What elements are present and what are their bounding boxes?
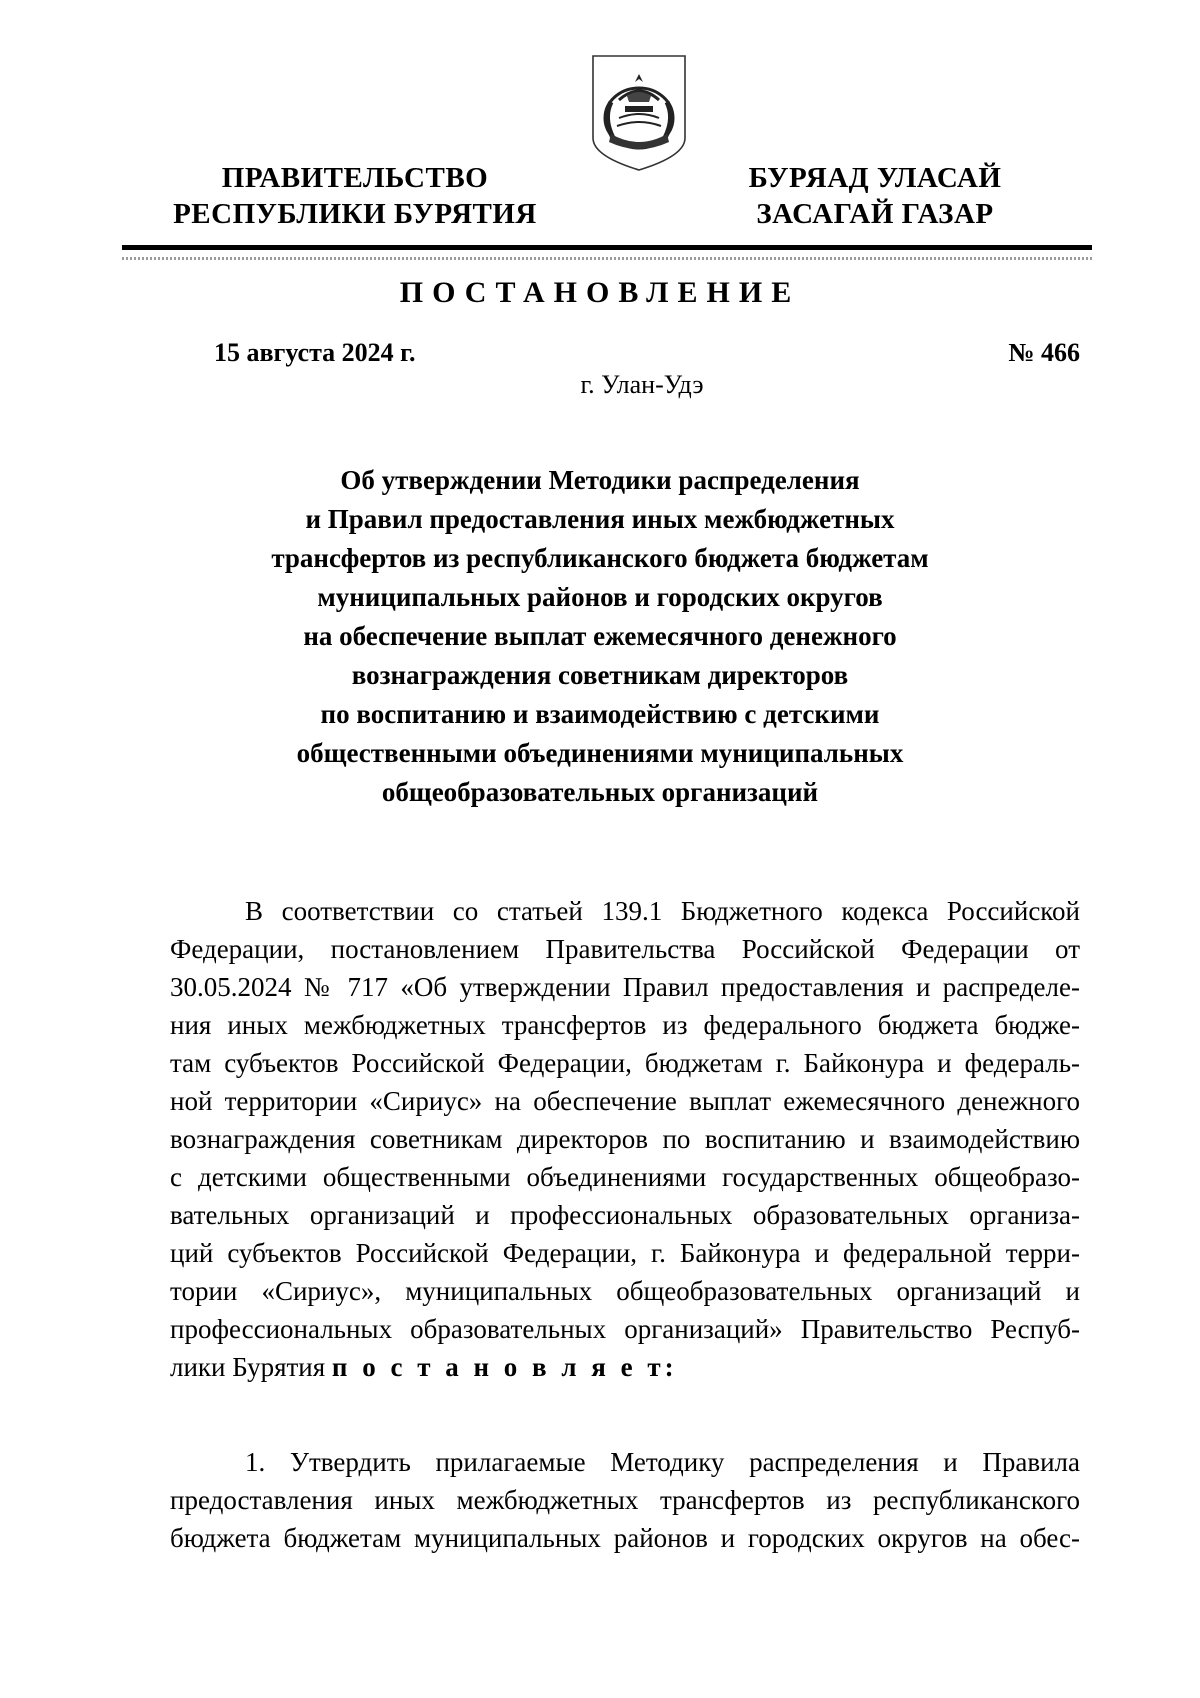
body-line: В соответствии со статьей 139.1 Бюджетного кодекса Российской [245,896,1080,926]
government-name-buryat-line1: БУРЯАД УЛАСАЙ [748,162,1002,194]
title-line: трансфертов из республиканского бюджета бюджетам [271,543,929,573]
title-line: вознаграждения советникам директоров [351,660,849,690]
government-name-line1: ПРАВИТЕЛЬСТВО [221,162,489,194]
body-line: тории «Сириус», муниципальных общеобразовательных организаций и [170,1276,1080,1306]
body-line: с детскими общественными объединениями государственных общеобразо- [170,1162,1080,1192]
body-line: ций субъектов Российской Федерации, г. Байконура и федеральной терри- [170,1238,1080,1268]
title-line: по воспитанию и взаимодействию с детскими [320,699,880,729]
body-line: предоставления иных межбюджетных трансфертов из республиканского [170,1485,1080,1515]
body-line: там субъектов Российской Федерации, бюджетам г. Байконура и федераль- [170,1048,1080,1078]
header-divider-thin [122,257,1092,260]
header-divider-thick [122,245,1092,250]
title-line: общеобразовательных организаций [381,777,819,807]
title-line: Об утверждении Методики распределения [340,465,860,495]
document-title [200,461,1000,812]
body-line: профессиональных образовательных организаций» Правительство Респуб- [170,1314,1080,1344]
body-line: вательных организаций и профессиональных образовательных организа- [170,1200,1080,1230]
body-line: Федерации, постановлением Правительства Российской Федерации от [170,934,1080,964]
coat-of-arms-icon [589,52,689,174]
government-name-line2: РЕСПУБЛИКИ БУРЯТИЯ [173,198,537,230]
government-name-buryat-line2: ЗАСАГАЙ ГАЗАР [756,198,994,230]
body-line: ной территории «Сириус» на обеспечение выплат ежемесячного денежного [170,1086,1080,1116]
body-line: бюджета бюджетам муниципальных районов и городских округов на обес- [170,1523,1080,1553]
body-line: 1. Утвердить прилагаемые Методику распределения и Правила [245,1447,1080,1477]
title-line: муниципальных районов и городских округов [317,582,883,612]
body-text-segment: лики Бурятия [170,1352,332,1382]
body-line: вознаграждения советникам директоров по воспитанию и взаимодействию [170,1124,1080,1154]
title-line: общественными объединениями муниципальных [296,738,904,768]
government-name-russian [170,160,540,232]
document-place: г. Улан-Удэ [580,370,704,399]
government-name-buryat [730,160,1020,232]
body-line: ния иных межбюджетных трансфертов из федерального бюджета бюдже- [170,1010,1080,1040]
body-line: 30.05.2024 № 717 «Об утверждении Правил предоставления и распределе- [170,972,1080,1002]
body-line-final [170,1348,1080,1386]
resolution-keyword: п о с т а н о в л я е т: [331,1352,678,1382]
document-type: ПОСТАНОВЛЕНИЕ [399,276,801,309]
document-date: 15 августа 2024 г. [214,338,416,367]
preamble-paragraph [170,892,1080,1386]
clause-1-paragraph [170,1443,1080,1557]
document-number: № 466 [1008,338,1080,367]
title-line: и Правил предоставления иных межбюджетных [305,504,895,534]
title-line: на обеспечение выплат ежемесячного денежного [303,621,897,651]
